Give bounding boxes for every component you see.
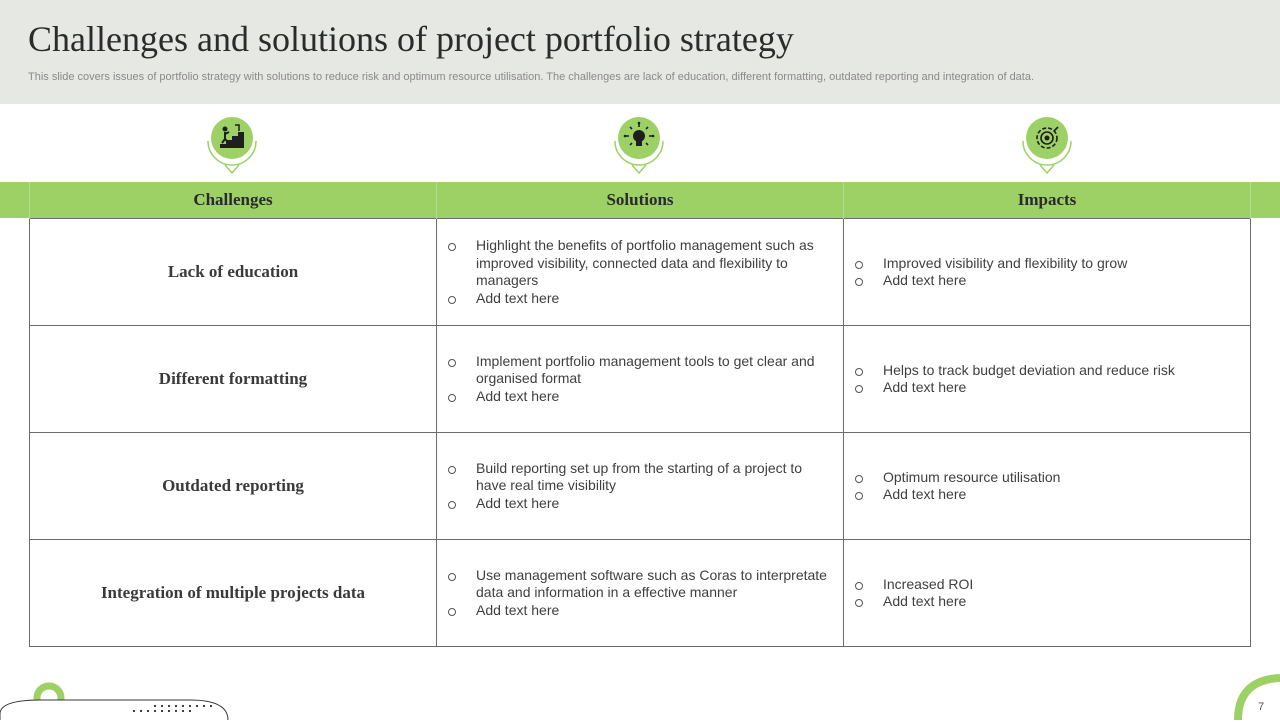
list-item: Implement portfolio management tools to get clear and organised format xyxy=(447,353,833,388)
list-item: Add text here xyxy=(447,602,833,620)
slide-header xyxy=(0,0,1280,104)
table-row xyxy=(30,433,1251,540)
lightbulb-idea-icon xyxy=(612,111,666,175)
table-header-row xyxy=(30,182,1251,219)
decorative-arc-shape xyxy=(1220,660,1280,725)
impacts-cell xyxy=(844,540,1251,647)
growth-stairs-icon xyxy=(205,111,259,175)
challenge-cell: Lack of education xyxy=(30,219,437,326)
impacts-cell xyxy=(844,326,1251,433)
list-item: Improved visibility and flexibility to grow xyxy=(854,255,1240,273)
list-item: Use management software such as Coras to interpretate data and information in a effective manner xyxy=(447,567,833,602)
list-item: Add text here xyxy=(854,272,1240,290)
solutions-cell xyxy=(437,219,844,326)
table-row xyxy=(30,219,1251,326)
solutions-cell xyxy=(437,326,844,433)
decorative-corner-shape xyxy=(0,670,240,725)
list-item: Add text here xyxy=(854,379,1240,397)
list-item: Increased ROI xyxy=(854,576,1240,594)
challenge-cell: Integration of multiple projects data xyxy=(30,540,437,647)
list-item: Helps to track budget deviation and reduce risk xyxy=(854,362,1240,380)
solutions-cell xyxy=(437,433,844,540)
target-gear-icon xyxy=(1020,111,1074,175)
slide-subtitle: This slide covers issues of portfolio strategy with solutions to reduce risk and optimum resource utilisation. The challenges are lack of education, different formatting, outdated reporting and integration of data. xyxy=(28,71,1035,83)
list-item: Optimum resource utilisation xyxy=(854,469,1240,487)
table-row xyxy=(30,326,1251,433)
column-header-challenges: Challenges xyxy=(30,182,437,219)
solutions-cell xyxy=(437,540,844,647)
challenge-cell: Different formatting xyxy=(30,326,437,433)
column-header-impacts: Impacts xyxy=(844,182,1251,219)
impacts-cell xyxy=(844,219,1251,326)
challenge-cell: Outdated reporting xyxy=(30,433,437,540)
slide-title: Challenges and solutions of project portfolio strategy xyxy=(28,19,794,59)
list-item: Add text here xyxy=(854,486,1240,504)
page-number: 7 xyxy=(1258,701,1265,713)
challenges-table xyxy=(29,182,1251,647)
list-item: Add text here xyxy=(447,388,833,406)
table-row xyxy=(30,540,1251,647)
list-item: Add text here xyxy=(447,495,833,513)
column-header-solutions: Solutions xyxy=(437,182,844,219)
list-item: Highlight the benefits of portfolio management such as improved visibility, connected data and flexibility to managers xyxy=(447,237,833,290)
list-item: Add text here xyxy=(854,593,1240,611)
list-item: Build reporting set up from the starting of a project to have real time visibility xyxy=(447,460,833,495)
impacts-cell xyxy=(844,433,1251,540)
list-item: Add text here xyxy=(447,290,833,308)
